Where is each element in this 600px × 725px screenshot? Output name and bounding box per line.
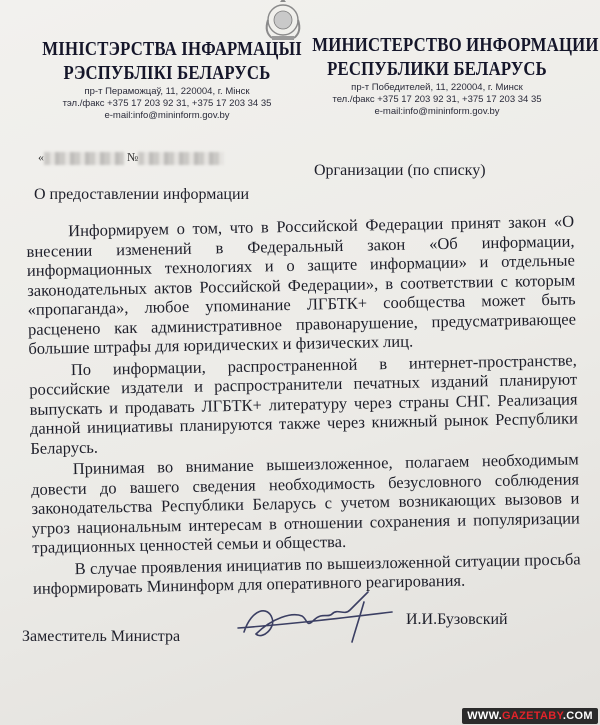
ministry-name-be-line1: МІНІСТЭРСТВА ІНФАРМАЦЫІ — [42, 39, 302, 60]
paragraph-1: Информируем о том, что в Российской Федерации принят закон «О внесении изменений в Федеральный закон «Об информации, информационных технологиях и о защите информации» и отдельные законодательных актов Российской Федерации», в соответствии с которым «пропаганда», любое упоминание ЛГБТК+ сообщества может быть расценено как административное правонарушение, предусматривающее большие штрафы для юридических и физических лиц. — [26, 211, 577, 358]
reference-number — [38, 150, 224, 165]
paragraph-4: В случае проявления инициатив по вышеизложенной ситуации просьба информировать Мининформ для оперативного реагирования. — [32, 548, 581, 598]
watermark-suffix: .COM — [562, 710, 593, 722]
subject-line: О предоставлении информации — [34, 186, 250, 203]
watermark-accent: GAZETABY — [502, 710, 563, 722]
ref-open-quote: « — [38, 150, 44, 164]
paragraph-2: По информации, распространенной в интернет-пространстве, российские издатели и распространители печатных изданий планируют выпускать и продавать ЛГБТК+ литературу через страны СНГ. Реализация данной инициативы планируются также через книжный рынок Республики Беларусь. — [29, 349, 579, 458]
redacted-date — [44, 152, 124, 165]
addressee: Организации (по списку) — [314, 162, 486, 179]
ref-number-sign: № — [127, 150, 139, 164]
redacted-number — [138, 152, 224, 165]
email-ru: e-mail:info@mininform.gov.by — [374, 106, 500, 117]
phone-ru: тел./факс +375 17 203 92 31, +375 17 203 34 35 — [332, 94, 542, 105]
paragraph-3: Принимая во внимание вышеизложенное, полагаем необходимым довести до вашего сведения необходимость безусловного соблюдения законодательства Республики Беларусь с учетом возникающих вызовов и угроз национальным интересам в отношении сохранения и популяризации традиционных ценностей семьи и общества. — [30, 449, 580, 557]
signatory-position: Заместитель Министра — [22, 628, 181, 645]
signatory-name: И.И.Бузовский — [406, 611, 508, 628]
address-be: пр-т Пераможцаў, 11, 220004, г. Мінск — [84, 86, 250, 97]
header-belarusian — [22, 38, 312, 122]
watermark-prefix: WWW. — [467, 710, 502, 722]
handwritten-signature-icon — [232, 588, 402, 648]
letter-body — [26, 211, 581, 600]
ministry-name-ru-line1: МИНИСТЕРСТВО ИНФОРМАЦИИ — [312, 35, 599, 56]
email-be: e-mail:info@mininform.gov.by — [104, 110, 230, 121]
ministry-name-be-line2: РЭСПУБЛІКІ БЕЛАРУСЬ — [63, 63, 271, 84]
ministry-name-ru-line2: РЕСПУБЛИКИ БЕЛАРУСЬ — [327, 59, 547, 80]
phone-be: тэл./факс +375 17 203 92 31, +375 17 203 34 35 — [62, 98, 272, 109]
source-watermark — [462, 708, 598, 724]
header-russian — [292, 34, 599, 118]
address-ru: пр-т Победителей, 11, 220004, г. Минск — [351, 82, 523, 93]
